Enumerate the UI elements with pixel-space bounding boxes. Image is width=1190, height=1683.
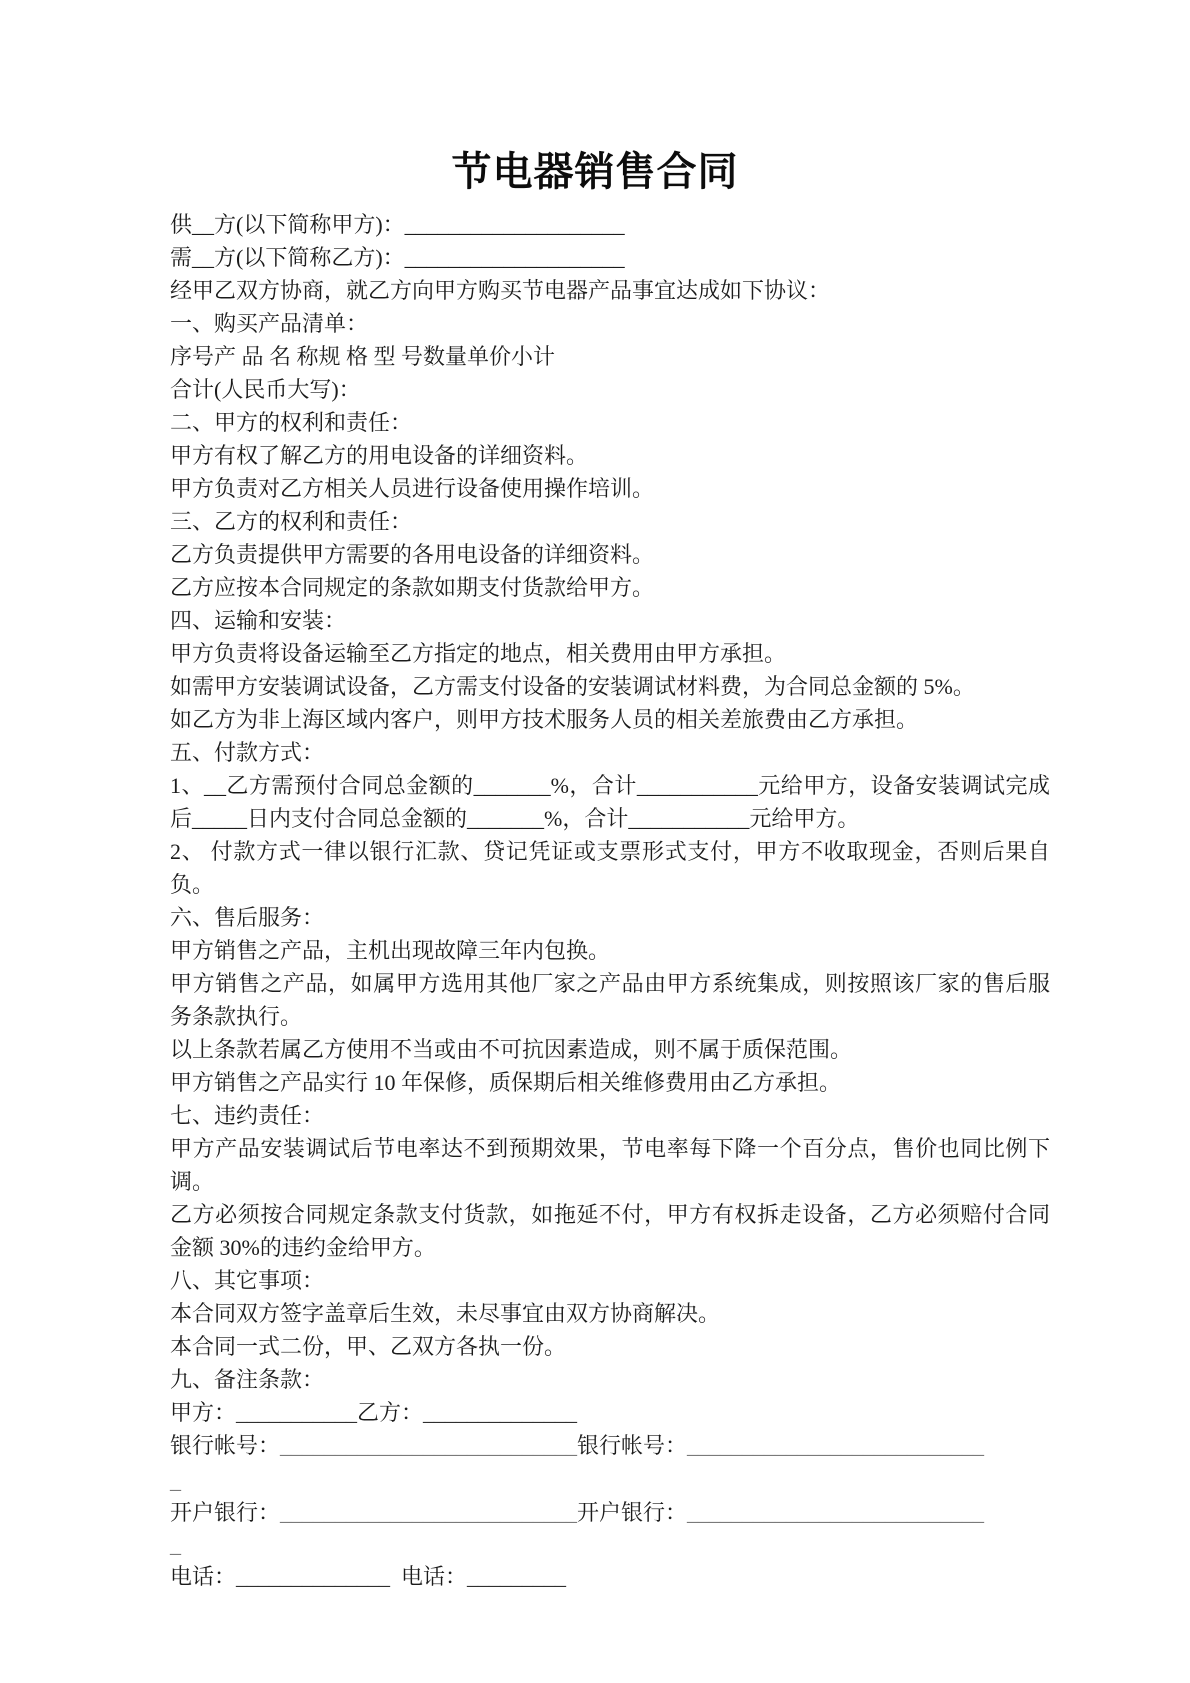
- blank-continuation: [170, 1526, 1050, 1564]
- text-segment: 金额 30%的违约金给甲方。: [170, 1235, 436, 1260]
- text-segment: 甲方销售之产品实行 10 年保修，质保期后相关维修费用由乙方承担。: [170, 1070, 842, 1095]
- text-segment: 甲方负责将设备运输至乙方指定的地点，相关费用由甲方承担。: [170, 641, 787, 666]
- bank-branch-a-blank: ___________________________: [280, 1500, 578, 1525]
- text-line: [170, 1363, 1050, 1396]
- text-segment: 负。: [170, 872, 215, 897]
- text-line: [170, 703, 1050, 736]
- text-segment: 本合同一式二份，甲、乙双方各执一份。: [170, 1334, 567, 1359]
- text-line: [170, 439, 1050, 472]
- text-line: [170, 1297, 1050, 1330]
- phone-a-blank: ______________: [236, 1564, 391, 1589]
- text-segment: 甲方有权了解乙方的用电设备的详细资料。: [170, 443, 589, 468]
- text-line: [170, 835, 1050, 868]
- text-segment: 甲方销售之产品，主机出现故障三年内包换。: [170, 938, 611, 963]
- wrapped-underscore: _: [170, 1532, 181, 1557]
- text-segment: 调。: [170, 1169, 215, 1194]
- text-segment: 六、售后服务：: [170, 905, 325, 930]
- text-segment: 务条款执行。: [170, 1004, 303, 1029]
- bank-branch-b-blank: ___________________________: [687, 1500, 985, 1525]
- text-segment: 合计(人民币大写)：: [170, 377, 361, 402]
- text-segment: 如乙方为非上海区域内客户，则甲方技术服务人员的相关差旅费由乙方承担。: [170, 707, 919, 732]
- text-line: [170, 1264, 1050, 1297]
- text-segment: 四、运输和安装：: [170, 608, 347, 633]
- text-segment: 七、违约责任：: [170, 1103, 325, 1128]
- party-b-label: 乙方：: [357, 1400, 424, 1425]
- text-line: [170, 241, 1050, 274]
- text-line: [170, 901, 1050, 934]
- text-segment: 经甲乙双方协商，就乙方向甲方购买节电器产品事宜达成如下协议：: [170, 278, 831, 303]
- text-line: [170, 868, 1050, 901]
- bank-branch-a-label: 开户银行：: [170, 1500, 281, 1525]
- text-line: [170, 208, 1050, 241]
- text-line: [170, 1033, 1050, 1066]
- text-line: [170, 340, 1050, 373]
- text-line: [170, 406, 1050, 439]
- text-segment: 甲方销售之产品，如属甲方选用其他厂家之产品由甲方系统集成，则按照该厂家的售后服: [170, 971, 1050, 996]
- bank-account-row: [170, 1429, 1050, 1462]
- phone-b-label: 电话：: [390, 1564, 468, 1589]
- text-segment: 甲方负责对乙方相关人员进行设备使用操作培训。: [170, 476, 655, 501]
- bank-branch-b-label: 开户银行：: [577, 1500, 688, 1525]
- text-segment: 本合同双方签字盖章后生效，未尽事宜由双方协商解决。: [170, 1301, 721, 1326]
- text-segment: 如需甲方安装调试设备，乙方需支付设备的安装调试材料费，为合同总金额的 5%。: [170, 674, 975, 699]
- text-line: [170, 1231, 1050, 1264]
- text-line: [170, 769, 1050, 802]
- text-segment: 序号产 品 名 称规 格 型 号数量单价小计: [170, 344, 556, 369]
- text-segment: 二、甲方的权利和责任：: [170, 410, 413, 435]
- text-line: [170, 472, 1050, 505]
- text-line: [170, 934, 1050, 967]
- phone-a-label: 电话：: [170, 1564, 237, 1589]
- party-b-blank: ______________: [423, 1400, 578, 1425]
- bank-account-b-blank: ___________________________: [687, 1433, 985, 1458]
- text-line: [170, 1165, 1050, 1198]
- bank-account-a-blank: ___________________________: [280, 1433, 578, 1458]
- bank-account-b-label: 银行帐号：: [577, 1433, 688, 1458]
- text-line: [170, 736, 1050, 769]
- text-line: [170, 538, 1050, 571]
- text-line: [170, 505, 1050, 538]
- text-line: [170, 604, 1050, 637]
- party-a-blank: ___________: [236, 1400, 358, 1425]
- text-line: [170, 274, 1050, 307]
- text-line: [170, 307, 1050, 340]
- text-segment: 后_____日内支付合同总金额的_______%，合计___________元给甲方。: [170, 806, 860, 831]
- text-line: [170, 802, 1050, 835]
- text-segment: 需__方(以下简称乙方)：____________________: [170, 245, 625, 270]
- text-segment: 乙方应按本合同规定的条款如期支付货款给甲方。: [170, 575, 655, 600]
- text-segment: 八、其它事项：: [170, 1268, 325, 1293]
- text-segment: 1、__乙方需预付合同总金额的_______%，合计___________元给甲方，设备安装调试完成: [170, 773, 1050, 798]
- wrapped-underscore: _: [170, 1468, 181, 1493]
- text-segment: 甲方产品安装调试后节电率达不到预期效果，节电率每下降一个百分点，售价也同比例下: [170, 1136, 1050, 1161]
- text-line: [170, 670, 1050, 703]
- text-segment: 乙方负责提供甲方需要的各用电设备的详细资料。: [170, 542, 655, 567]
- text-segment: 一、购买产品清单：: [170, 311, 369, 336]
- text-line: [170, 1099, 1050, 1132]
- text-line: [170, 571, 1050, 604]
- blank-continuation: [170, 1462, 1050, 1500]
- phone-b-blank: _________: [467, 1564, 567, 1589]
- phone-row: [170, 1564, 1050, 1590]
- text-line: [170, 1066, 1050, 1099]
- text-line: [170, 637, 1050, 670]
- text-segment: 九、备注条款：: [170, 1367, 325, 1392]
- document-title: 节电器销售合同: [451, 149, 739, 194]
- text-segment: 供__方(以下简称甲方)：____________________: [170, 212, 625, 237]
- text-line: [170, 1198, 1050, 1231]
- text-line: [170, 967, 1050, 1000]
- party-signature-row: [170, 1396, 1050, 1429]
- document-body: [170, 208, 1050, 1590]
- text-line: [170, 1132, 1050, 1165]
- party-a-label: 甲方：: [170, 1400, 237, 1425]
- text-line: [170, 1000, 1050, 1033]
- text-line: [170, 1330, 1050, 1363]
- text-segment: 2、 付款方式一律以银行汇款、贷记凭证或支票形式支付，甲方不收取现金，否则后果自: [170, 839, 1050, 864]
- text-segment: 乙方必须按合同规定条款支付货款，如拖延不付，甲方有权拆走设备，乙方必须赔付合同: [170, 1202, 1050, 1227]
- text-segment: 五、付款方式：: [170, 740, 325, 765]
- text-line: [170, 373, 1050, 406]
- bank-branch-row: [170, 1500, 1050, 1526]
- bank-account-a-label: 银行帐号：: [170, 1433, 281, 1458]
- text-segment: 以上条款若属乙方使用不当或由不可抗因素造成，则不属于质保范围。: [170, 1037, 853, 1062]
- text-segment: 三、乙方的权利和责任：: [170, 509, 413, 534]
